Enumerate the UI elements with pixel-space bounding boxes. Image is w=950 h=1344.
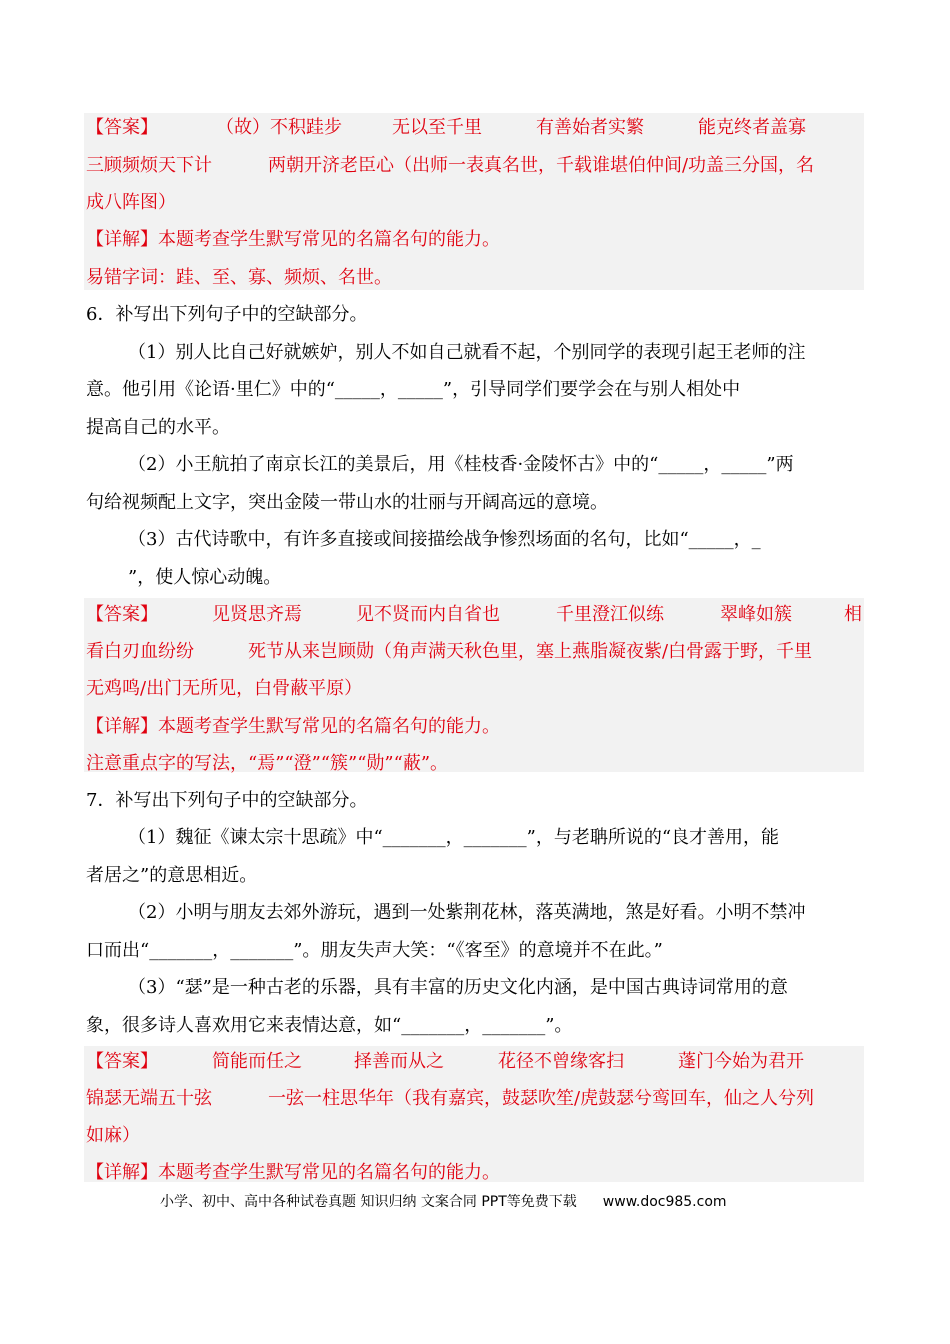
detail-line	[86, 715, 500, 739]
question-text: 口而出“_______，_______”。朋友失声大笑：“《客至》的意境并不在此。”	[86, 940, 663, 961]
answer-item: 无以至千里	[392, 117, 482, 138]
question-text: （1）别人比自己好就嫉妒，别人不如自己就看不起，个别同学的表现引起王老师的注	[128, 342, 806, 363]
answer-item: 花径不曾缘客扫	[498, 1051, 624, 1072]
page-footer	[160, 1191, 727, 1211]
detail-tag: 【详解】	[86, 229, 158, 250]
footer-text: 小学、初中、高中各种试卷真题 知识归纳 文案合同 PPT等免费下载	[160, 1194, 577, 1210]
question-title: 7．补写出下列句子中的空缺部分。	[86, 790, 368, 811]
answer-item: 看白刃血纷纷	[86, 641, 194, 662]
detail-line	[86, 1161, 500, 1185]
question-text: （2）小明与朋友去郊外游玩，遇到一处紫荆花林，落英满地，煞是好看。小明不禁冲	[128, 902, 806, 923]
answer-item: 有善始者实繁	[536, 117, 644, 138]
answer-item: 两朝开济老臣心（出师一表真名世，千载谁堪伯仲间/功盖三分国，名	[268, 155, 815, 176]
answer-item: 见不贤而内自省也	[356, 604, 500, 625]
answer-item: 千里澄江似练	[556, 604, 664, 625]
note-line: 注意重点字的写法，“焉”“澄”“簇”“勋”“蔽”。	[86, 753, 449, 774]
answer-line	[86, 640, 813, 664]
detail-line	[86, 228, 500, 252]
answer-tag: 【答案】	[86, 117, 158, 138]
answer-line: 如麻）	[86, 1125, 140, 1146]
question-text: （2）小王航拍了南京长江的美景后，用《桂枝香·金陵怀古》中的“_____，_____”两	[128, 454, 794, 475]
answer-item: 死节从来岂顾勋（角声满天秋色里，塞上燕脂凝夜紫/白骨露于野，千里	[248, 641, 813, 662]
answer-line: 无鸡鸣/出门无所见，白骨蔽平原）	[86, 678, 363, 699]
question-text: 者居之”的意思相近。	[86, 865, 258, 886]
question-text: （1）魏征《谏太宗十思疏》中“_______，_______”，与老聃所说的“良才善用，能	[128, 827, 780, 848]
question-title: 6．补写出下列句子中的空缺部分。	[86, 304, 368, 325]
answer-line	[86, 1050, 804, 1074]
detail-text: 本题考查学生默写常见的名篇名句的能力。	[158, 1162, 500, 1183]
answer-tag: 【答案】	[86, 1051, 158, 1072]
answer-item: 翠峰如簇	[720, 604, 792, 625]
answer-item: 蓬门今始为君开	[678, 1051, 804, 1072]
detail-tag: 【详解】	[86, 716, 158, 737]
answer-item: 简能而任之	[212, 1051, 302, 1072]
detail-text: 本题考查学生默写常见的名篇名句的能力。	[158, 229, 500, 250]
question-text: （3）“瑟”是一种古老的乐器，具有丰富的历史文化内涵，是中国古典诗词常用的意	[128, 977, 788, 998]
note-line: 易错字词：跬、至、寡、频烦、名世。	[86, 267, 392, 288]
detail-text: 本题考查学生默写常见的名篇名句的能力。	[158, 716, 500, 737]
question-text: 句给视频配上文字，突出金陵一带山水的壮丽与开阔高远的意境。	[86, 492, 608, 513]
question-text: 象，很多诗人喜欢用它来表情达意，如“_______，_______”。	[86, 1015, 573, 1036]
question-text: 意。他引用《论语·里仁》中的“_____，_____”，引导同学们要学会在与别人相处中	[86, 379, 741, 400]
answer-line	[86, 116, 806, 140]
answer-line	[86, 1087, 815, 1111]
answer-tag: 【答案】	[86, 604, 158, 625]
answer-item: 见贤思齐焉	[212, 604, 302, 625]
answer-item: 能克终者盖寡	[698, 117, 806, 138]
answer-item: 择善而从之	[354, 1051, 444, 1072]
question-text: 提高自己的水平。	[86, 417, 230, 438]
answer-item: （故）不积跬步	[216, 117, 342, 138]
question-text: ”，使人惊心动魄。	[128, 567, 282, 588]
footer-link[interactable]: www.doc985.com	[602, 1194, 727, 1210]
answer-line: 成八阵图）	[86, 192, 176, 213]
detail-tag: 【详解】	[86, 1162, 158, 1183]
answer-item: 锦瑟无端五十弦	[86, 1088, 212, 1109]
answer-item: 相	[844, 604, 862, 625]
answer-item: 三顾频烦天下计	[86, 155, 212, 176]
answer-item: 一弦一柱思华年（我有嘉宾，鼓瑟吹笙/虎鼓瑟兮鸾回车，仙之人兮列	[268, 1088, 815, 1109]
question-text: （3）古代诗歌中，有许多直接或间接描绘战争惨烈场面的名句，比如“_____，_	[128, 529, 761, 550]
answer-line	[86, 603, 862, 627]
answer-line	[86, 154, 815, 178]
